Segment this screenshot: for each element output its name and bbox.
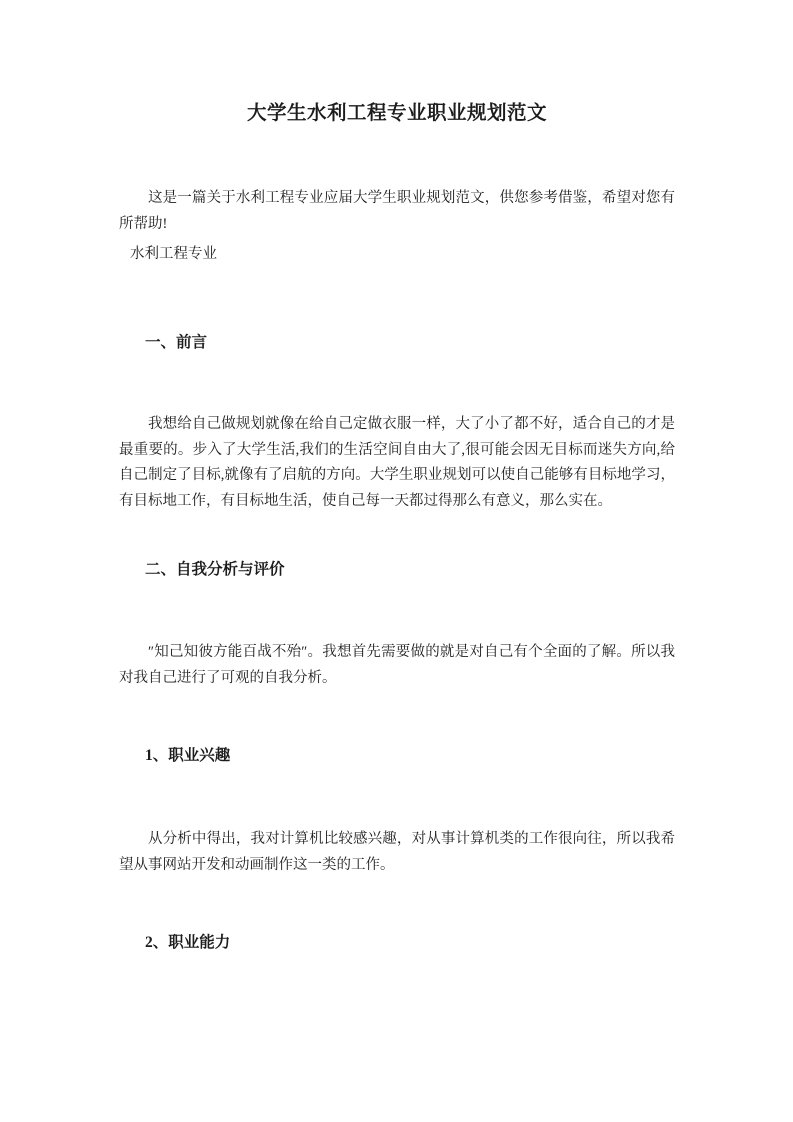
intro-paragraph: 这是一篇关于水利工程专业应届大学生职业规划范文，供您参考借鉴，希望对您有所帮助! bbox=[119, 190, 675, 232]
section-paragraph-foreword: 我想给自己做规划就像在给自己定做衣服一样，大了小了都不好，适合自己的才是最重要的。步入了大学生活,我们的生活空间自由大了,很可能会因无目标而迷失方向,给自己制定了目标,就像有了启航的方向。大学生职业规划可以使自己能够有目标地学习，有目标地工作，有目标地生活，使自己每一天都过得那么有意义，那么实在。 bbox=[119, 416, 675, 509]
section-heading-career-interest: 1、职业兴趣 bbox=[145, 747, 231, 764]
section-heading-career-ability: 2、职业能力 bbox=[145, 934, 231, 951]
section-paragraph-career-interest: 从分析中得出，我对计算机比较感兴趣，对从事计算机类的工作很向往，所以我希望从事网站开发和动画制作这一类的工作。 bbox=[119, 831, 675, 873]
section-paragraph-self-analysis: ″知己知彼方能百战不殆″。我想首先需要做的就是对自己有个全面的了解。所以我对我自己进行了可观的自我分析。 bbox=[119, 644, 675, 686]
section-heading-foreword: 一、前言 bbox=[145, 334, 208, 351]
subtitle-major: 水利工程专业 bbox=[130, 246, 217, 262]
section-heading-self-analysis: 二、自我分析与评价 bbox=[145, 561, 285, 578]
document-title: 大学生水利工程专业职业规划范文 bbox=[246, 103, 547, 124]
